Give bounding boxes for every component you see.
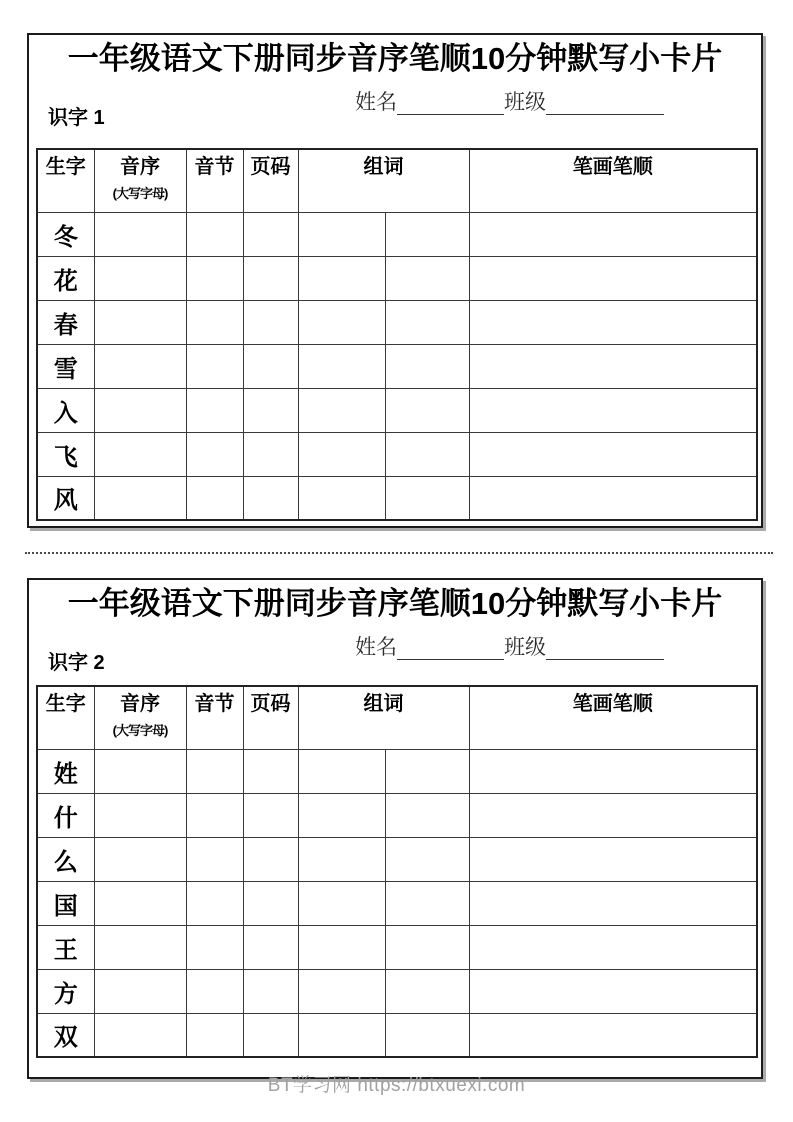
new-character: 方: [37, 969, 94, 1013]
bihua-blank-cell: [469, 793, 757, 837]
zuci-blank-cell-2: [385, 344, 469, 388]
yema-blank-cell: [243, 925, 298, 969]
zuci-blank-cell-2: [385, 476, 469, 520]
header-zuci: 组词: [298, 149, 469, 212]
zuci-blank-cell-2: [385, 432, 469, 476]
worksheet-card-2: [27, 578, 763, 1079]
yinjie-blank-cell: [186, 476, 243, 520]
table-row: [37, 793, 757, 837]
zuci-blank-cell-2: [385, 1013, 469, 1057]
zuci-blank-cell-1: [298, 344, 385, 388]
zuci-blank-cell-1: [298, 881, 385, 925]
worksheet-card-1: [27, 33, 763, 528]
header-yinjie: 音节: [186, 149, 243, 212]
yinjie-blank-cell: [186, 344, 243, 388]
yinxu-blank-cell: [94, 344, 186, 388]
new-character: 什: [37, 793, 94, 837]
watermark: BT学习网 https://btxuexi.com: [267, 1075, 526, 1096]
yema-blank-cell: [243, 1013, 298, 1057]
new-character: 王: [37, 925, 94, 969]
zuci-blank-cell-1: [298, 837, 385, 881]
zuci-blank-cell-1: [298, 1013, 385, 1057]
yinjie-blank-cell: [186, 837, 243, 881]
header-yinxu-sub: (大写字母): [112, 723, 168, 738]
yinjie-blank-cell: [186, 388, 243, 432]
zuci-blank-cell-2: [385, 212, 469, 256]
yinjie-blank-cell: [186, 881, 243, 925]
table-row: [37, 925, 757, 969]
yema-blank-cell: [243, 881, 298, 925]
yinjie-blank-cell: [186, 925, 243, 969]
yema-blank-cell: [243, 837, 298, 881]
yinjie-blank-cell: [186, 1013, 243, 1057]
zuci-blank-cell-1: [298, 256, 385, 300]
header-zuci: 组词: [298, 686, 469, 749]
bihua-blank-cell: [469, 925, 757, 969]
yema-blank-cell: [243, 388, 298, 432]
header-shengzi: 生字: [37, 686, 94, 749]
yinxu-blank-cell: [94, 749, 186, 793]
zuci-blank-cell-2: [385, 969, 469, 1013]
zuci-blank-cell-2: [385, 256, 469, 300]
bihua-blank-cell: [469, 881, 757, 925]
dashed-cut-line: [25, 552, 773, 554]
table-row: [37, 256, 757, 300]
name-blank-field: [397, 92, 504, 115]
yinxu-blank-cell: [94, 925, 186, 969]
table-row: [37, 432, 757, 476]
header-yema: 页码: [243, 686, 298, 749]
table-row: [37, 969, 757, 1013]
bihua-blank-cell: [469, 432, 757, 476]
new-character: 飞: [37, 432, 94, 476]
yinxu-blank-cell: [94, 881, 186, 925]
name-blank-field: [397, 637, 504, 660]
zuci-blank-cell-1: [298, 300, 385, 344]
bihua-blank-cell: [469, 476, 757, 520]
zuci-blank-cell-1: [298, 212, 385, 256]
header-yinxu: [94, 686, 186, 749]
yema-blank-cell: [243, 749, 298, 793]
header-yinjie: 音节: [186, 686, 243, 749]
header-bihua: 笔画笔顺: [469, 686, 757, 749]
table-row: [37, 344, 757, 388]
bihua-blank-cell: [469, 256, 757, 300]
yinxu-blank-cell: [94, 837, 186, 881]
table-row: [37, 1013, 757, 1057]
zuci-blank-cell-1: [298, 476, 385, 520]
table-row: [37, 837, 757, 881]
yema-blank-cell: [243, 476, 298, 520]
yinjie-blank-cell: [186, 793, 243, 837]
yinjie-blank-cell: [186, 969, 243, 1013]
header-yinxu-sub: (大写字母): [112, 186, 168, 201]
name-class-line: [355, 636, 664, 660]
bihua-blank-cell: [469, 969, 757, 1013]
new-character: 入: [37, 388, 94, 432]
name-label: 姓名: [355, 91, 397, 114]
new-character: 花: [37, 256, 94, 300]
header-yinxu-main: 音序: [120, 693, 160, 715]
yinxu-blank-cell: [94, 969, 186, 1013]
yinxu-blank-cell: [94, 1013, 186, 1057]
zuci-blank-cell-2: [385, 300, 469, 344]
table-row: [37, 388, 757, 432]
zuci-blank-cell-2: [385, 881, 469, 925]
dictation-table-2: [36, 685, 758, 1058]
header-yinxu: [94, 149, 186, 212]
new-character: 么: [37, 837, 94, 881]
yema-blank-cell: [243, 212, 298, 256]
yema-blank-cell: [243, 432, 298, 476]
yema-blank-cell: [243, 969, 298, 1013]
bihua-blank-cell: [469, 388, 757, 432]
bihua-blank-cell: [469, 837, 757, 881]
yema-blank-cell: [243, 256, 298, 300]
zuci-blank-cell-1: [298, 969, 385, 1013]
new-character: 国: [37, 881, 94, 925]
table-header-row: [37, 149, 757, 212]
lesson-label: 识字 1: [48, 107, 105, 129]
yinjie-blank-cell: [186, 300, 243, 344]
class-label: 班级: [504, 636, 546, 659]
new-character: 双: [37, 1013, 94, 1057]
name-label: 姓名: [355, 636, 397, 659]
class-blank-field: [546, 637, 664, 660]
bihua-blank-cell: [469, 212, 757, 256]
bihua-blank-cell: [469, 749, 757, 793]
table-row: [37, 749, 757, 793]
zuci-blank-cell-2: [385, 793, 469, 837]
yema-blank-cell: [243, 344, 298, 388]
new-character: 春: [37, 300, 94, 344]
header-yema: 页码: [243, 149, 298, 212]
yinxu-blank-cell: [94, 793, 186, 837]
class-blank-field: [546, 92, 664, 115]
table-row: [37, 476, 757, 520]
table-row: [37, 212, 757, 256]
header-shengzi: 生字: [37, 149, 94, 212]
dictation-table-1: [36, 148, 758, 521]
table-row: [37, 300, 757, 344]
zuci-blank-cell-1: [298, 432, 385, 476]
table-row: [37, 881, 757, 925]
new-character: 雪: [37, 344, 94, 388]
lesson-label: 识字 2: [48, 652, 105, 674]
bihua-blank-cell: [469, 344, 757, 388]
yinxu-blank-cell: [94, 256, 186, 300]
zuci-blank-cell-2: [385, 925, 469, 969]
yinjie-blank-cell: [186, 432, 243, 476]
yinxu-blank-cell: [94, 300, 186, 344]
zuci-blank-cell-1: [298, 388, 385, 432]
yinxu-blank-cell: [94, 388, 186, 432]
card-title: 一年级语文下册同步音序笔顺10分钟默写小卡片: [67, 41, 723, 76]
new-character: 风: [37, 476, 94, 520]
yinjie-blank-cell: [186, 212, 243, 256]
yinjie-blank-cell: [186, 256, 243, 300]
card-title: 一年级语文下册同步音序笔顺10分钟默写小卡片: [67, 586, 723, 621]
zuci-blank-cell-1: [298, 925, 385, 969]
bihua-blank-cell: [469, 300, 757, 344]
bihua-blank-cell: [469, 1013, 757, 1057]
new-character: 姓: [37, 749, 94, 793]
zuci-blank-cell-1: [298, 749, 385, 793]
header-bihua: 笔画笔顺: [469, 149, 757, 212]
yinxu-blank-cell: [94, 432, 186, 476]
yinxu-blank-cell: [94, 476, 186, 520]
zuci-blank-cell-1: [298, 793, 385, 837]
table-header-row: [37, 686, 757, 749]
zuci-blank-cell-2: [385, 749, 469, 793]
yinjie-blank-cell: [186, 749, 243, 793]
yema-blank-cell: [243, 793, 298, 837]
yinxu-blank-cell: [94, 212, 186, 256]
zuci-blank-cell-2: [385, 837, 469, 881]
class-label: 班级: [504, 91, 546, 114]
header-yinxu-main: 音序: [120, 156, 160, 178]
new-character: 冬: [37, 212, 94, 256]
yema-blank-cell: [243, 300, 298, 344]
zuci-blank-cell-2: [385, 388, 469, 432]
name-class-line: [355, 91, 664, 115]
